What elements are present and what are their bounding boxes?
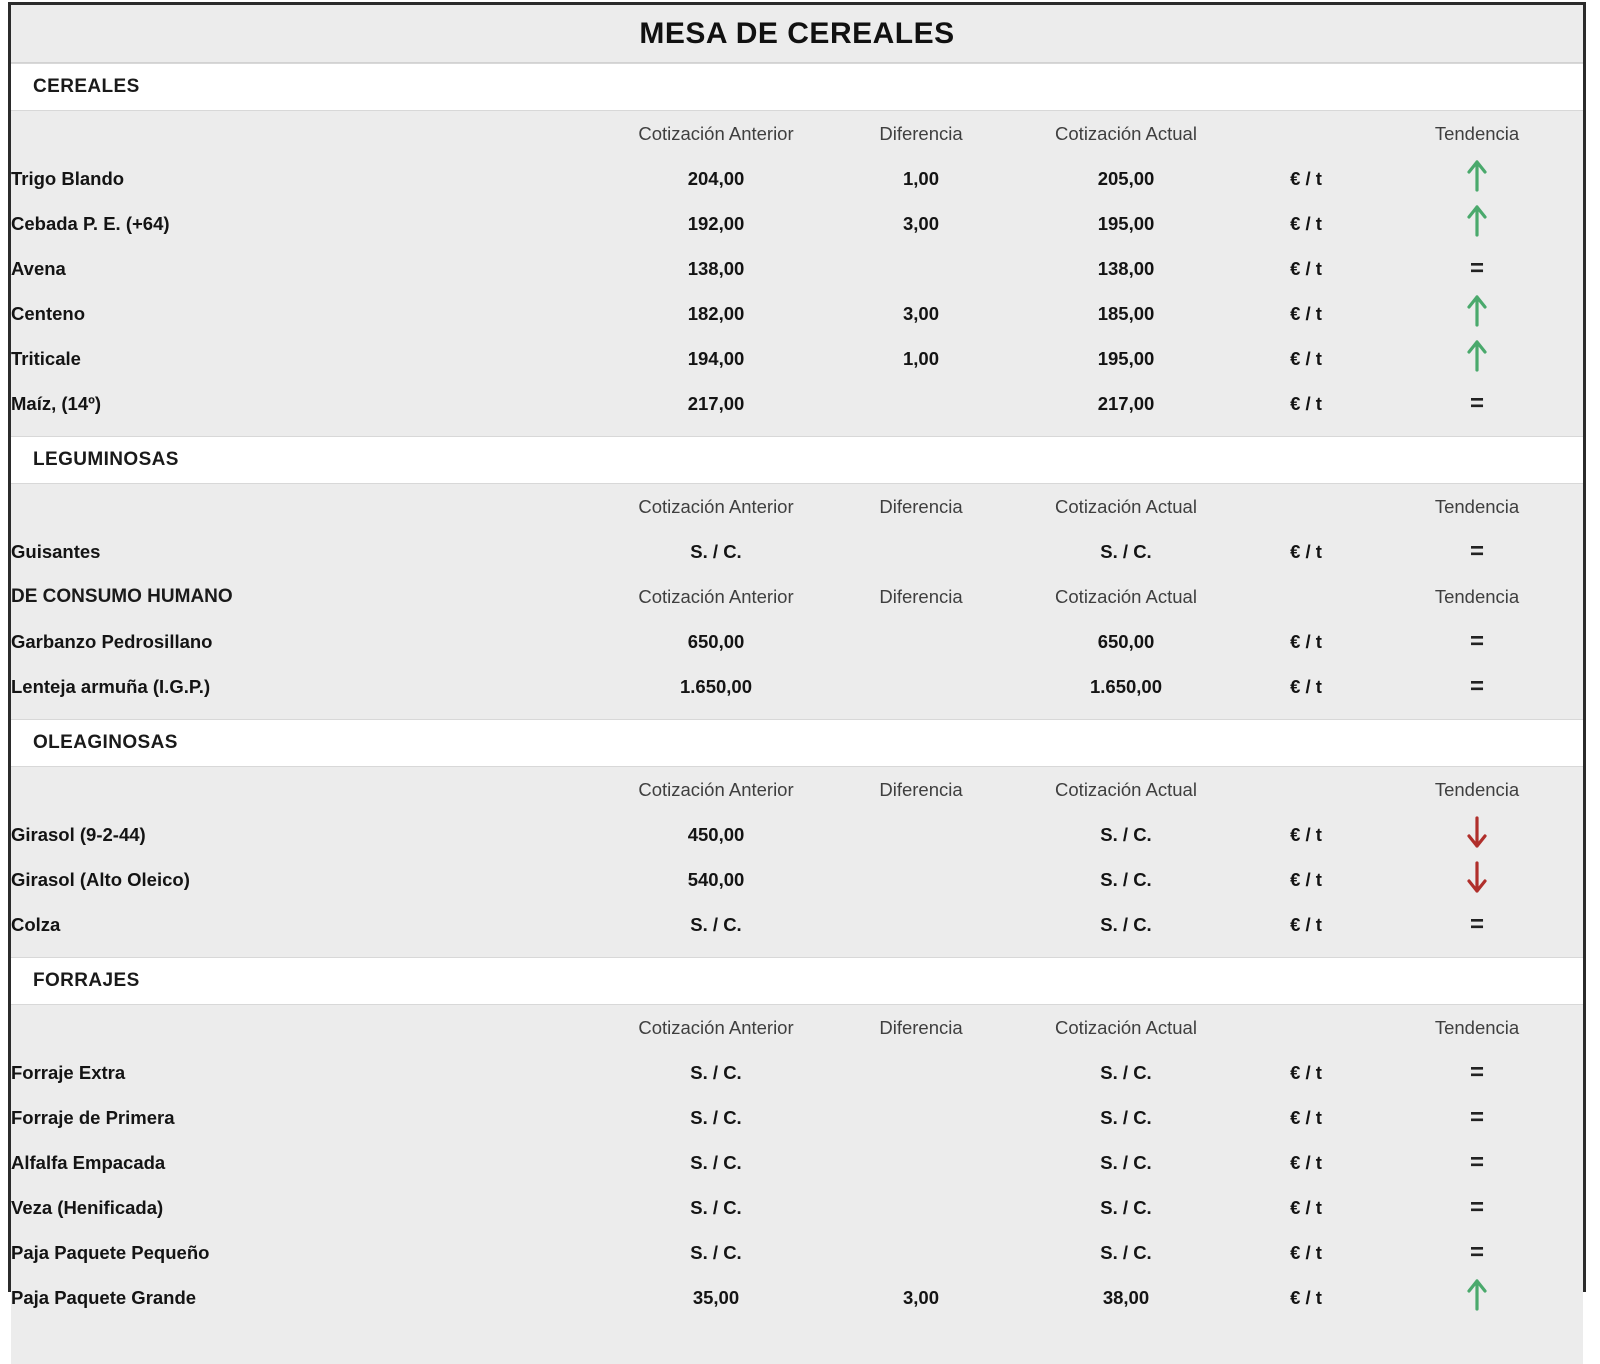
empty-cell: [1241, 767, 1371, 812]
empty-cell: [1241, 484, 1371, 529]
equals-sign-icon: =: [1469, 1103, 1484, 1131]
current-price: 205,00: [1011, 156, 1241, 201]
product-name: Guisantes: [11, 529, 601, 574]
trend-cell: [1371, 156, 1583, 201]
section-title: LEGUMINOSAS: [33, 449, 179, 470]
trend-cell: [1371, 619, 1583, 664]
column-header-current: Cotización Actual: [1011, 767, 1241, 812]
column-header-row: [11, 1005, 1583, 1050]
spacer-cell: [11, 709, 1583, 719]
previous-price: 194,00: [601, 336, 831, 381]
column-header-previous: Cotización Anterior: [601, 484, 831, 529]
column-header-current: Cotización Actual: [1011, 111, 1241, 156]
table-row: [11, 156, 1583, 201]
price-unit: € / t: [1241, 857, 1371, 902]
current-price: S. / C.: [1011, 529, 1241, 574]
table-row: [11, 664, 1583, 709]
price-unit: € / t: [1241, 1230, 1371, 1275]
row-spacer: [11, 1320, 1583, 1330]
spacer-cell: [11, 1320, 1583, 1330]
previous-price: 182,00: [601, 291, 831, 336]
current-price: S. / C.: [1011, 1140, 1241, 1185]
column-header-difference: Diferencia: [831, 1005, 1011, 1050]
equals-sign-icon: =: [1469, 627, 1484, 655]
previous-price: 217,00: [601, 381, 831, 426]
equals-sign-icon: =: [1469, 1238, 1484, 1266]
previous-price: S. / C.: [601, 1230, 831, 1275]
price-difference: [831, 857, 1011, 902]
price-difference: [831, 529, 1011, 574]
equals-sign-icon: =: [1469, 389, 1484, 417]
price-unit: € / t: [1241, 1095, 1371, 1140]
price-unit: € / t: [1241, 619, 1371, 664]
trend-cell: [1371, 246, 1583, 291]
column-header-current: Cotización Actual: [1011, 574, 1241, 619]
section-title: OLEAGINOSAS: [33, 732, 178, 753]
price-difference: 1,00: [831, 156, 1011, 201]
trend-cell: [1371, 812, 1583, 857]
page-title-bar: [11, 5, 1583, 63]
subsection-label: DE CONSUMO HUMANO: [11, 574, 601, 619]
column-header-row: [11, 484, 1583, 529]
price-difference: [831, 664, 1011, 709]
price-unit: € / t: [1241, 291, 1371, 336]
table-row: [11, 246, 1583, 291]
product-name: Cebada P. E. (+64): [11, 201, 601, 246]
section-table: [11, 111, 1583, 436]
trend-cell: [1371, 1230, 1583, 1275]
product-name: Trigo Blando: [11, 156, 601, 201]
product-name: Paja Paquete Pequeño: [11, 1230, 601, 1275]
previous-price: S. / C.: [601, 1140, 831, 1185]
column-header-row: [11, 767, 1583, 812]
trend-cell: [1371, 857, 1583, 902]
up-arrow-icon: [1463, 293, 1491, 329]
previous-price: 1.650,00: [601, 664, 831, 709]
product-name: Paja Paquete Grande: [11, 1275, 601, 1320]
column-header-previous: Cotización Anterior: [601, 767, 831, 812]
price-difference: 3,00: [831, 291, 1011, 336]
product-name: Centeno: [11, 291, 601, 336]
previous-price: 192,00: [601, 201, 831, 246]
column-header-previous: Cotización Anterior: [601, 111, 831, 156]
row-spacer: [11, 426, 1583, 436]
column-header-trend: Tendencia: [1371, 574, 1583, 619]
equals-sign-icon: =: [1469, 1058, 1484, 1086]
empty-cell: [1241, 111, 1371, 156]
table-row: [11, 529, 1583, 574]
current-price: 38,00: [1011, 1275, 1241, 1320]
price-difference: [831, 902, 1011, 947]
current-price: 650,00: [1011, 619, 1241, 664]
table-row: [11, 336, 1583, 381]
trend-cell: [1371, 336, 1583, 381]
price-unit: € / t: [1241, 812, 1371, 857]
column-header-difference: Diferencia: [831, 767, 1011, 812]
empty-cell: [1241, 574, 1371, 619]
price-difference: [831, 1140, 1011, 1185]
empty-cell: [11, 1005, 601, 1050]
price-difference: [831, 1185, 1011, 1230]
table-row: [11, 857, 1583, 902]
price-difference: [831, 619, 1011, 664]
product-name: Triticale: [11, 336, 601, 381]
section-header-leguminosas: [11, 436, 1583, 484]
table-row: [11, 1140, 1583, 1185]
column-header-difference: Diferencia: [831, 484, 1011, 529]
previous-price: S. / C.: [601, 1050, 831, 1095]
down-arrow-icon: [1463, 859, 1491, 895]
trend-cell: [1371, 529, 1583, 574]
price-unit: € / t: [1241, 156, 1371, 201]
current-price: 195,00: [1011, 336, 1241, 381]
price-unit: € / t: [1241, 1185, 1371, 1230]
table-row: [11, 381, 1583, 426]
column-header-previous: Cotización Anterior: [601, 574, 831, 619]
price-difference: 3,00: [831, 201, 1011, 246]
trend-cell: [1371, 381, 1583, 426]
previous-price: S. / C.: [601, 902, 831, 947]
previous-price: 650,00: [601, 619, 831, 664]
section-table: [11, 1005, 1583, 1330]
equals-sign-icon: =: [1469, 672, 1484, 700]
section-title: FORRAJES: [33, 970, 140, 991]
column-header-trend: Tendencia: [1371, 484, 1583, 529]
current-price: S. / C.: [1011, 812, 1241, 857]
section-header-cereales: [11, 63, 1583, 111]
table-row: [11, 201, 1583, 246]
trend-cell: [1371, 1095, 1583, 1140]
table-row: [11, 1095, 1583, 1140]
equals-sign-icon: =: [1469, 1148, 1484, 1176]
product-name: Girasol (Alto Oleico): [11, 857, 601, 902]
trend-cell: [1371, 1050, 1583, 1095]
product-name: Avena: [11, 246, 601, 291]
product-name: Veza (Henificada): [11, 1185, 601, 1230]
previous-price: S. / C.: [601, 1095, 831, 1140]
equals-sign-icon: =: [1469, 537, 1484, 565]
trend-cell: [1371, 1185, 1583, 1230]
price-unit: € / t: [1241, 1140, 1371, 1185]
current-price: 217,00: [1011, 381, 1241, 426]
price-difference: [831, 381, 1011, 426]
current-price: S. / C.: [1011, 857, 1241, 902]
price-difference: 1,00: [831, 336, 1011, 381]
table-row: [11, 1185, 1583, 1230]
sections-container: [11, 63, 1583, 1330]
equals-sign-icon: =: [1469, 254, 1484, 282]
column-header-trend: Tendencia: [1371, 1005, 1583, 1050]
price-unit: € / t: [1241, 201, 1371, 246]
product-name: Garbanzo Pedrosillano: [11, 619, 601, 664]
row-spacer: [11, 947, 1583, 957]
up-arrow-icon: [1463, 338, 1491, 374]
section-header-oleaginosas: [11, 719, 1583, 767]
column-header-trend: Tendencia: [1371, 767, 1583, 812]
product-name: Girasol (9-2-44): [11, 812, 601, 857]
empty-cell: [11, 111, 601, 156]
down-arrow-icon: [1463, 814, 1491, 850]
price-unit: € / t: [1241, 336, 1371, 381]
price-difference: 3,00: [831, 1275, 1011, 1320]
column-header-row: [11, 574, 1583, 619]
column-header-difference: Diferencia: [831, 111, 1011, 156]
previous-price: S. / C.: [601, 1185, 831, 1230]
table-row: [11, 291, 1583, 336]
product-name: Forraje Extra: [11, 1050, 601, 1095]
spacer-cell: [11, 947, 1583, 957]
up-arrow-icon: [1463, 158, 1491, 194]
price-unit: € / t: [1241, 902, 1371, 947]
current-price: S. / C.: [1011, 1095, 1241, 1140]
price-difference: [831, 1095, 1011, 1140]
price-unit: € / t: [1241, 664, 1371, 709]
product-name: Alfalfa Empacada: [11, 1140, 601, 1185]
price-difference: [831, 246, 1011, 291]
current-price: S. / C.: [1011, 1230, 1241, 1275]
trend-cell: [1371, 1275, 1583, 1320]
section-title: CEREALES: [33, 76, 140, 97]
previous-price: 35,00: [601, 1275, 831, 1320]
table-row: [11, 812, 1583, 857]
equals-sign-icon: =: [1469, 910, 1484, 938]
product-name: Colza: [11, 902, 601, 947]
product-name: Forraje de Primera: [11, 1095, 601, 1140]
price-unit: € / t: [1241, 246, 1371, 291]
previous-price: S. / C.: [601, 529, 831, 574]
previous-price: 138,00: [601, 246, 831, 291]
table-row: [11, 1230, 1583, 1275]
previous-price: 450,00: [601, 812, 831, 857]
column-header-current: Cotización Actual: [1011, 484, 1241, 529]
empty-cell: [11, 484, 601, 529]
bottom-spacer: [11, 1330, 1583, 1364]
current-price: S. / C.: [1011, 1050, 1241, 1095]
column-header-current: Cotización Actual: [1011, 1005, 1241, 1050]
current-price: 1.650,00: [1011, 664, 1241, 709]
product-name: Maíz, (14º): [11, 381, 601, 426]
price-difference: [831, 812, 1011, 857]
column-header-previous: Cotización Anterior: [601, 1005, 831, 1050]
table-row: [11, 619, 1583, 664]
current-price: S. / C.: [1011, 1185, 1241, 1230]
current-price: 195,00: [1011, 201, 1241, 246]
product-name: Lenteja armuña (I.G.P.): [11, 664, 601, 709]
price-unit: € / t: [1241, 381, 1371, 426]
current-price: 185,00: [1011, 291, 1241, 336]
column-header-difference: Diferencia: [831, 574, 1011, 619]
price-unit: € / t: [1241, 529, 1371, 574]
equals-sign-icon: =: [1469, 1193, 1484, 1221]
current-price: S. / C.: [1011, 902, 1241, 947]
trend-cell: [1371, 291, 1583, 336]
column-header-row: [11, 111, 1583, 156]
current-price: 138,00: [1011, 246, 1241, 291]
spacer-cell: [11, 426, 1583, 436]
empty-cell: [1241, 1005, 1371, 1050]
page-title: MESA DE CEREALES: [639, 16, 955, 50]
column-header-trend: Tendencia: [1371, 111, 1583, 156]
quotation-table-frame: [8, 2, 1586, 1308]
price-difference: [831, 1230, 1011, 1275]
section-table: [11, 484, 1583, 719]
price-difference: [831, 1050, 1011, 1095]
empty-cell: [11, 767, 601, 812]
table-row: [11, 1050, 1583, 1095]
section-header-forrajes: [11, 957, 1583, 1005]
table-row: [11, 1275, 1583, 1320]
price-unit: € / t: [1241, 1275, 1371, 1320]
table-row: [11, 902, 1583, 947]
row-spacer: [11, 709, 1583, 719]
trend-cell: [1371, 1140, 1583, 1185]
trend-cell: [1371, 201, 1583, 246]
previous-price: 204,00: [601, 156, 831, 201]
trend-cell: [1371, 664, 1583, 709]
price-unit: € / t: [1241, 1050, 1371, 1095]
section-table: [11, 767, 1583, 957]
trend-cell: [1371, 902, 1583, 947]
up-arrow-icon: [1463, 1277, 1491, 1313]
previous-price: 540,00: [601, 857, 831, 902]
up-arrow-icon: [1463, 203, 1491, 239]
